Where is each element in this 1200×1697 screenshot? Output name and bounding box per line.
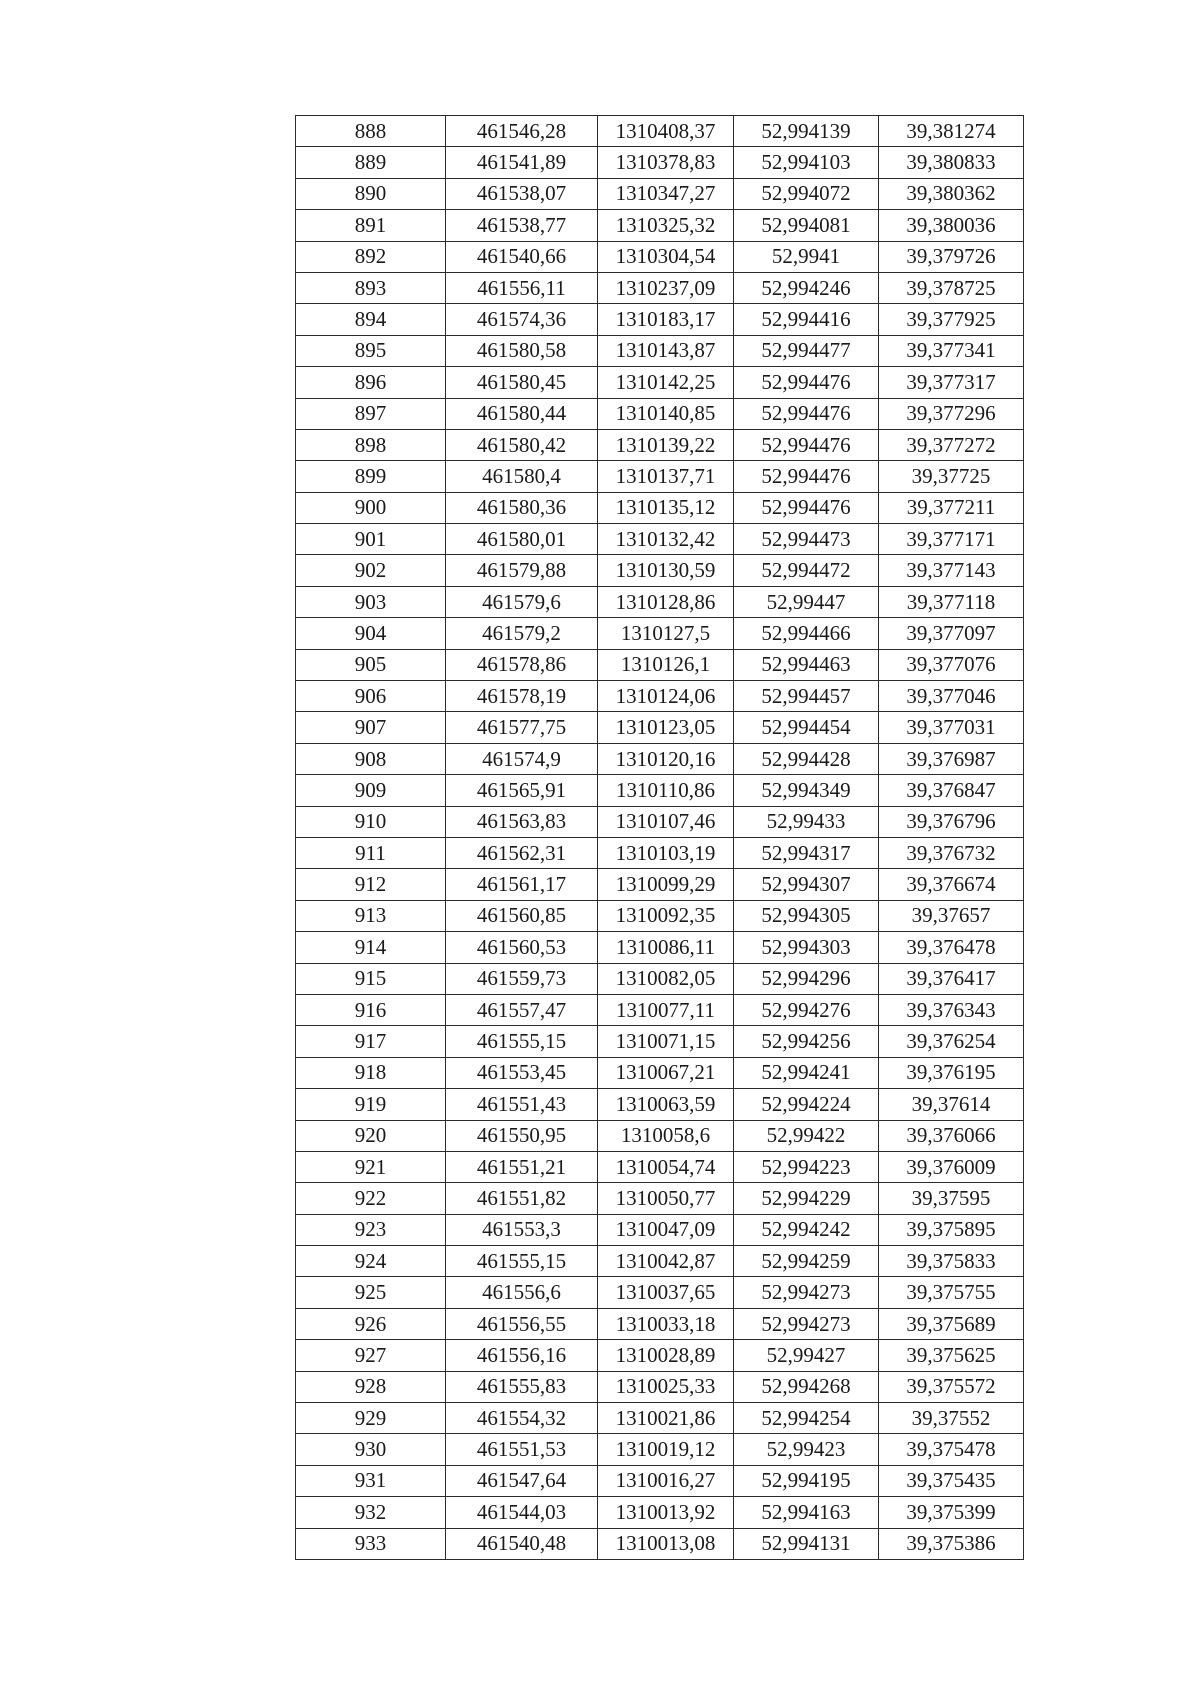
y-coordinate-cell: 1310021,86 bbox=[598, 1403, 734, 1434]
point-number-cell: 920 bbox=[296, 1120, 446, 1151]
x-coordinate-cell: 461556,11 bbox=[446, 272, 598, 303]
coordinates-table-body bbox=[296, 116, 1024, 1560]
y-coordinate-cell: 1310047,09 bbox=[598, 1214, 734, 1245]
y-coordinate-cell: 1310143,87 bbox=[598, 335, 734, 366]
longitude-cell: 39,376674 bbox=[879, 869, 1024, 900]
table-row bbox=[296, 147, 1024, 178]
table-row bbox=[296, 681, 1024, 712]
point-number-cell: 901 bbox=[296, 524, 446, 555]
y-coordinate-cell: 1310016,27 bbox=[598, 1465, 734, 1496]
table-row bbox=[296, 1497, 1024, 1528]
table-row bbox=[296, 775, 1024, 806]
y-coordinate-cell: 1310137,71 bbox=[598, 461, 734, 492]
point-number-cell: 930 bbox=[296, 1434, 446, 1465]
latitude-cell: 52,994477 bbox=[734, 335, 879, 366]
x-coordinate-cell: 461555,15 bbox=[446, 1246, 598, 1277]
table-row bbox=[296, 1308, 1024, 1339]
x-coordinate-cell: 461554,32 bbox=[446, 1403, 598, 1434]
longitude-cell: 39,377341 bbox=[879, 335, 1024, 366]
point-number-cell: 916 bbox=[296, 994, 446, 1025]
longitude-cell: 39,376343 bbox=[879, 994, 1024, 1025]
y-coordinate-cell: 1310037,65 bbox=[598, 1277, 734, 1308]
longitude-cell: 39,380036 bbox=[879, 210, 1024, 241]
x-coordinate-cell: 461563,83 bbox=[446, 806, 598, 837]
longitude-cell: 39,378725 bbox=[879, 272, 1024, 303]
latitude-cell: 52,99447 bbox=[734, 586, 879, 617]
latitude-cell: 52,99423 bbox=[734, 1434, 879, 1465]
x-coordinate-cell: 461556,16 bbox=[446, 1340, 598, 1371]
point-number-cell: 900 bbox=[296, 492, 446, 523]
table-row bbox=[296, 1214, 1024, 1245]
longitude-cell: 39,376417 bbox=[879, 963, 1024, 994]
x-coordinate-cell: 461577,75 bbox=[446, 712, 598, 743]
longitude-cell: 39,376009 bbox=[879, 1151, 1024, 1182]
latitude-cell: 52,994476 bbox=[734, 398, 879, 429]
y-coordinate-cell: 1310042,87 bbox=[598, 1246, 734, 1277]
latitude-cell: 52,994305 bbox=[734, 900, 879, 931]
x-coordinate-cell: 461580,42 bbox=[446, 429, 598, 460]
point-number-cell: 892 bbox=[296, 241, 446, 272]
x-coordinate-cell: 461551,82 bbox=[446, 1183, 598, 1214]
longitude-cell: 39,377076 bbox=[879, 649, 1024, 680]
table-row bbox=[296, 900, 1024, 931]
latitude-cell: 52,994131 bbox=[734, 1528, 879, 1559]
latitude-cell: 52,994476 bbox=[734, 429, 879, 460]
point-number-cell: 907 bbox=[296, 712, 446, 743]
point-number-cell: 902 bbox=[296, 555, 446, 586]
y-coordinate-cell: 1310063,59 bbox=[598, 1089, 734, 1120]
latitude-cell: 52,994223 bbox=[734, 1151, 879, 1182]
point-number-cell: 913 bbox=[296, 900, 446, 931]
table-row bbox=[296, 429, 1024, 460]
longitude-cell: 39,379726 bbox=[879, 241, 1024, 272]
latitude-cell: 52,994242 bbox=[734, 1214, 879, 1245]
longitude-cell: 39,375895 bbox=[879, 1214, 1024, 1245]
longitude-cell: 39,376987 bbox=[879, 743, 1024, 774]
x-coordinate-cell: 461538,77 bbox=[446, 210, 598, 241]
table-row bbox=[296, 1403, 1024, 1434]
point-number-cell: 914 bbox=[296, 932, 446, 963]
x-coordinate-cell: 461538,07 bbox=[446, 178, 598, 209]
longitude-cell: 39,375833 bbox=[879, 1246, 1024, 1277]
y-coordinate-cell: 1310237,09 bbox=[598, 272, 734, 303]
x-coordinate-cell: 461556,55 bbox=[446, 1308, 598, 1339]
point-number-cell: 897 bbox=[296, 398, 446, 429]
x-coordinate-cell: 461557,47 bbox=[446, 994, 598, 1025]
longitude-cell: 39,375399 bbox=[879, 1497, 1024, 1528]
y-coordinate-cell: 1310123,05 bbox=[598, 712, 734, 743]
longitude-cell: 39,37614 bbox=[879, 1089, 1024, 1120]
x-coordinate-cell: 461579,6 bbox=[446, 586, 598, 617]
point-number-cell: 918 bbox=[296, 1057, 446, 1088]
longitude-cell: 39,37595 bbox=[879, 1183, 1024, 1214]
y-coordinate-cell: 1310128,86 bbox=[598, 586, 734, 617]
latitude-cell: 52,994259 bbox=[734, 1246, 879, 1277]
latitude-cell: 52,994273 bbox=[734, 1277, 879, 1308]
y-coordinate-cell: 1310378,83 bbox=[598, 147, 734, 178]
table-row bbox=[296, 1528, 1024, 1559]
table-row bbox=[296, 649, 1024, 680]
table-row bbox=[296, 555, 1024, 586]
y-coordinate-cell: 1310408,37 bbox=[598, 116, 734, 147]
point-number-cell: 931 bbox=[296, 1465, 446, 1496]
y-coordinate-cell: 1310347,27 bbox=[598, 178, 734, 209]
x-coordinate-cell: 461547,64 bbox=[446, 1465, 598, 1496]
table-row bbox=[296, 1371, 1024, 1402]
point-number-cell: 932 bbox=[296, 1497, 446, 1528]
x-coordinate-cell: 461574,9 bbox=[446, 743, 598, 774]
y-coordinate-cell: 1310120,16 bbox=[598, 743, 734, 774]
point-number-cell: 922 bbox=[296, 1183, 446, 1214]
point-number-cell: 891 bbox=[296, 210, 446, 241]
longitude-cell: 39,381274 bbox=[879, 116, 1024, 147]
longitude-cell: 39,375435 bbox=[879, 1465, 1024, 1496]
longitude-cell: 39,380362 bbox=[879, 178, 1024, 209]
table-row bbox=[296, 586, 1024, 617]
longitude-cell: 39,377925 bbox=[879, 304, 1024, 335]
latitude-cell: 52,994268 bbox=[734, 1371, 879, 1402]
latitude-cell: 52,994463 bbox=[734, 649, 879, 680]
point-number-cell: 889 bbox=[296, 147, 446, 178]
point-number-cell: 905 bbox=[296, 649, 446, 680]
point-number-cell: 906 bbox=[296, 681, 446, 712]
point-number-cell: 912 bbox=[296, 869, 446, 900]
point-number-cell: 926 bbox=[296, 1308, 446, 1339]
latitude-cell: 52,99427 bbox=[734, 1340, 879, 1371]
table-row bbox=[296, 1089, 1024, 1120]
table-row bbox=[296, 837, 1024, 868]
latitude-cell: 52,994276 bbox=[734, 994, 879, 1025]
latitude-cell: 52,994273 bbox=[734, 1308, 879, 1339]
latitude-cell: 52,994416 bbox=[734, 304, 879, 335]
x-coordinate-cell: 461551,53 bbox=[446, 1434, 598, 1465]
y-coordinate-cell: 1310067,21 bbox=[598, 1057, 734, 1088]
y-coordinate-cell: 1310092,35 bbox=[598, 900, 734, 931]
point-number-cell: 933 bbox=[296, 1528, 446, 1559]
latitude-cell: 52,99433 bbox=[734, 806, 879, 837]
table-row bbox=[296, 367, 1024, 398]
point-number-cell: 917 bbox=[296, 1026, 446, 1057]
x-coordinate-cell: 461551,43 bbox=[446, 1089, 598, 1120]
table-row bbox=[296, 1465, 1024, 1496]
latitude-cell: 52,994307 bbox=[734, 869, 879, 900]
x-coordinate-cell: 461553,3 bbox=[446, 1214, 598, 1245]
latitude-cell: 52,994256 bbox=[734, 1026, 879, 1057]
x-coordinate-cell: 461560,53 bbox=[446, 932, 598, 963]
x-coordinate-cell: 461580,58 bbox=[446, 335, 598, 366]
latitude-cell: 52,994103 bbox=[734, 147, 879, 178]
latitude-cell: 52,994229 bbox=[734, 1183, 879, 1214]
y-coordinate-cell: 1310126,1 bbox=[598, 649, 734, 680]
x-coordinate-cell: 461540,66 bbox=[446, 241, 598, 272]
longitude-cell: 39,377046 bbox=[879, 681, 1024, 712]
table-row bbox=[296, 1120, 1024, 1151]
x-coordinate-cell: 461555,83 bbox=[446, 1371, 598, 1402]
x-coordinate-cell: 461540,48 bbox=[446, 1528, 598, 1559]
point-number-cell: 928 bbox=[296, 1371, 446, 1402]
longitude-cell: 39,37657 bbox=[879, 900, 1024, 931]
x-coordinate-cell: 461560,85 bbox=[446, 900, 598, 931]
longitude-cell: 39,376796 bbox=[879, 806, 1024, 837]
latitude-cell: 52,994072 bbox=[734, 178, 879, 209]
y-coordinate-cell: 1310135,12 bbox=[598, 492, 734, 523]
y-coordinate-cell: 1310033,18 bbox=[598, 1308, 734, 1339]
point-number-cell: 899 bbox=[296, 461, 446, 492]
latitude-cell: 52,994224 bbox=[734, 1089, 879, 1120]
table-row bbox=[296, 178, 1024, 209]
y-coordinate-cell: 1310130,59 bbox=[598, 555, 734, 586]
y-coordinate-cell: 1310013,08 bbox=[598, 1528, 734, 1559]
longitude-cell: 39,377143 bbox=[879, 555, 1024, 586]
latitude-cell: 52,994246 bbox=[734, 272, 879, 303]
point-number-cell: 896 bbox=[296, 367, 446, 398]
point-number-cell: 893 bbox=[296, 272, 446, 303]
table-row bbox=[296, 398, 1024, 429]
latitude-cell: 52,994476 bbox=[734, 367, 879, 398]
table-row bbox=[296, 335, 1024, 366]
longitude-cell: 39,377211 bbox=[879, 492, 1024, 523]
x-coordinate-cell: 461565,91 bbox=[446, 775, 598, 806]
table-row bbox=[296, 932, 1024, 963]
y-coordinate-cell: 1310127,5 bbox=[598, 618, 734, 649]
point-number-cell: 894 bbox=[296, 304, 446, 335]
latitude-cell: 52,994241 bbox=[734, 1057, 879, 1088]
point-number-cell: 915 bbox=[296, 963, 446, 994]
point-number-cell: 895 bbox=[296, 335, 446, 366]
longitude-cell: 39,376847 bbox=[879, 775, 1024, 806]
table-row bbox=[296, 524, 1024, 555]
y-coordinate-cell: 1310304,54 bbox=[598, 241, 734, 272]
y-coordinate-cell: 1310054,74 bbox=[598, 1151, 734, 1182]
x-coordinate-cell: 461578,86 bbox=[446, 649, 598, 680]
y-coordinate-cell: 1310107,46 bbox=[598, 806, 734, 837]
table-row bbox=[296, 963, 1024, 994]
point-number-cell: 924 bbox=[296, 1246, 446, 1277]
y-coordinate-cell: 1310050,77 bbox=[598, 1183, 734, 1214]
longitude-cell: 39,377171 bbox=[879, 524, 1024, 555]
latitude-cell: 52,994139 bbox=[734, 116, 879, 147]
y-coordinate-cell: 1310071,15 bbox=[598, 1026, 734, 1057]
longitude-cell: 39,37552 bbox=[879, 1403, 1024, 1434]
y-coordinate-cell: 1310013,92 bbox=[598, 1497, 734, 1528]
x-coordinate-cell: 461553,45 bbox=[446, 1057, 598, 1088]
y-coordinate-cell: 1310082,05 bbox=[598, 963, 734, 994]
longitude-cell: 39,376066 bbox=[879, 1120, 1024, 1151]
table-row bbox=[296, 1434, 1024, 1465]
longitude-cell: 39,375689 bbox=[879, 1308, 1024, 1339]
table-row bbox=[296, 272, 1024, 303]
y-coordinate-cell: 1310183,17 bbox=[598, 304, 734, 335]
point-number-cell: 923 bbox=[296, 1214, 446, 1245]
longitude-cell: 39,376195 bbox=[879, 1057, 1024, 1088]
point-number-cell: 921 bbox=[296, 1151, 446, 1182]
x-coordinate-cell: 461544,03 bbox=[446, 1497, 598, 1528]
y-coordinate-cell: 1310099,29 bbox=[598, 869, 734, 900]
longitude-cell: 39,377118 bbox=[879, 586, 1024, 617]
x-coordinate-cell: 461546,28 bbox=[446, 116, 598, 147]
table-row bbox=[296, 461, 1024, 492]
x-coordinate-cell: 461562,31 bbox=[446, 837, 598, 868]
table-row bbox=[296, 1340, 1024, 1371]
y-coordinate-cell: 1310110,86 bbox=[598, 775, 734, 806]
coordinates-table bbox=[295, 115, 1024, 1560]
x-coordinate-cell: 461580,45 bbox=[446, 367, 598, 398]
latitude-cell: 52,994476 bbox=[734, 492, 879, 523]
y-coordinate-cell: 1310086,11 bbox=[598, 932, 734, 963]
y-coordinate-cell: 1310103,19 bbox=[598, 837, 734, 868]
x-coordinate-cell: 461579,88 bbox=[446, 555, 598, 586]
y-coordinate-cell: 1310077,11 bbox=[598, 994, 734, 1025]
x-coordinate-cell: 461579,2 bbox=[446, 618, 598, 649]
point-number-cell: 911 bbox=[296, 837, 446, 868]
latitude-cell: 52,99422 bbox=[734, 1120, 879, 1151]
latitude-cell: 52,9941 bbox=[734, 241, 879, 272]
longitude-cell: 39,376254 bbox=[879, 1026, 1024, 1057]
x-coordinate-cell: 461559,73 bbox=[446, 963, 598, 994]
y-coordinate-cell: 1310124,06 bbox=[598, 681, 734, 712]
table-row bbox=[296, 1246, 1024, 1277]
latitude-cell: 52,994317 bbox=[734, 837, 879, 868]
longitude-cell: 39,375572 bbox=[879, 1371, 1024, 1402]
y-coordinate-cell: 1310140,85 bbox=[598, 398, 734, 429]
latitude-cell: 52,994349 bbox=[734, 775, 879, 806]
latitude-cell: 52,994457 bbox=[734, 681, 879, 712]
point-number-cell: 929 bbox=[296, 1403, 446, 1434]
longitude-cell: 39,375386 bbox=[879, 1528, 1024, 1559]
longitude-cell: 39,376732 bbox=[879, 837, 1024, 868]
longitude-cell: 39,377031 bbox=[879, 712, 1024, 743]
latitude-cell: 52,994472 bbox=[734, 555, 879, 586]
latitude-cell: 52,994296 bbox=[734, 963, 879, 994]
table-row bbox=[296, 1026, 1024, 1057]
latitude-cell: 52,994081 bbox=[734, 210, 879, 241]
x-coordinate-cell: 461541,89 bbox=[446, 147, 598, 178]
table-row bbox=[296, 304, 1024, 335]
latitude-cell: 52,994473 bbox=[734, 524, 879, 555]
y-coordinate-cell: 1310142,25 bbox=[598, 367, 734, 398]
x-coordinate-cell: 461555,15 bbox=[446, 1026, 598, 1057]
point-number-cell: 919 bbox=[296, 1089, 446, 1120]
table-row bbox=[296, 806, 1024, 837]
table-row bbox=[296, 241, 1024, 272]
table-row bbox=[296, 743, 1024, 774]
longitude-cell: 39,377317 bbox=[879, 367, 1024, 398]
x-coordinate-cell: 461561,17 bbox=[446, 869, 598, 900]
point-number-cell: 898 bbox=[296, 429, 446, 460]
longitude-cell: 39,377097 bbox=[879, 618, 1024, 649]
latitude-cell: 52,994163 bbox=[734, 1497, 879, 1528]
table-row bbox=[296, 1151, 1024, 1182]
latitude-cell: 52,994428 bbox=[734, 743, 879, 774]
point-number-cell: 910 bbox=[296, 806, 446, 837]
longitude-cell: 39,380833 bbox=[879, 147, 1024, 178]
y-coordinate-cell: 1310325,32 bbox=[598, 210, 734, 241]
latitude-cell: 52,994454 bbox=[734, 712, 879, 743]
longitude-cell: 39,377272 bbox=[879, 429, 1024, 460]
y-coordinate-cell: 1310028,89 bbox=[598, 1340, 734, 1371]
x-coordinate-cell: 461574,36 bbox=[446, 304, 598, 335]
latitude-cell: 52,994195 bbox=[734, 1465, 879, 1496]
table-row bbox=[296, 492, 1024, 523]
table-row bbox=[296, 1277, 1024, 1308]
y-coordinate-cell: 1310058,6 bbox=[598, 1120, 734, 1151]
point-number-cell: 927 bbox=[296, 1340, 446, 1371]
x-coordinate-cell: 461578,19 bbox=[446, 681, 598, 712]
point-number-cell: 925 bbox=[296, 1277, 446, 1308]
x-coordinate-cell: 461580,4 bbox=[446, 461, 598, 492]
y-coordinate-cell: 1310019,12 bbox=[598, 1434, 734, 1465]
x-coordinate-cell: 461551,21 bbox=[446, 1151, 598, 1182]
point-number-cell: 890 bbox=[296, 178, 446, 209]
table-row bbox=[296, 618, 1024, 649]
point-number-cell: 909 bbox=[296, 775, 446, 806]
longitude-cell: 39,375478 bbox=[879, 1434, 1024, 1465]
table-row bbox=[296, 210, 1024, 241]
point-number-cell: 908 bbox=[296, 743, 446, 774]
y-coordinate-cell: 1310132,42 bbox=[598, 524, 734, 555]
table-row bbox=[296, 869, 1024, 900]
longitude-cell: 39,37725 bbox=[879, 461, 1024, 492]
longitude-cell: 39,375625 bbox=[879, 1340, 1024, 1371]
point-number-cell: 904 bbox=[296, 618, 446, 649]
latitude-cell: 52,994254 bbox=[734, 1403, 879, 1434]
x-coordinate-cell: 461580,01 bbox=[446, 524, 598, 555]
latitude-cell: 52,994466 bbox=[734, 618, 879, 649]
x-coordinate-cell: 461580,44 bbox=[446, 398, 598, 429]
x-coordinate-cell: 461580,36 bbox=[446, 492, 598, 523]
table-row bbox=[296, 1183, 1024, 1214]
point-number-cell: 888 bbox=[296, 116, 446, 147]
latitude-cell: 52,994476 bbox=[734, 461, 879, 492]
longitude-cell: 39,376478 bbox=[879, 932, 1024, 963]
table-row bbox=[296, 712, 1024, 743]
x-coordinate-cell: 461550,95 bbox=[446, 1120, 598, 1151]
longitude-cell: 39,377296 bbox=[879, 398, 1024, 429]
longitude-cell: 39,375755 bbox=[879, 1277, 1024, 1308]
point-number-cell: 903 bbox=[296, 586, 446, 617]
table-row bbox=[296, 1057, 1024, 1088]
table-row bbox=[296, 116, 1024, 147]
latitude-cell: 52,994303 bbox=[734, 932, 879, 963]
y-coordinate-cell: 1310139,22 bbox=[598, 429, 734, 460]
y-coordinate-cell: 1310025,33 bbox=[598, 1371, 734, 1402]
x-coordinate-cell: 461556,6 bbox=[446, 1277, 598, 1308]
table-row bbox=[296, 994, 1024, 1025]
